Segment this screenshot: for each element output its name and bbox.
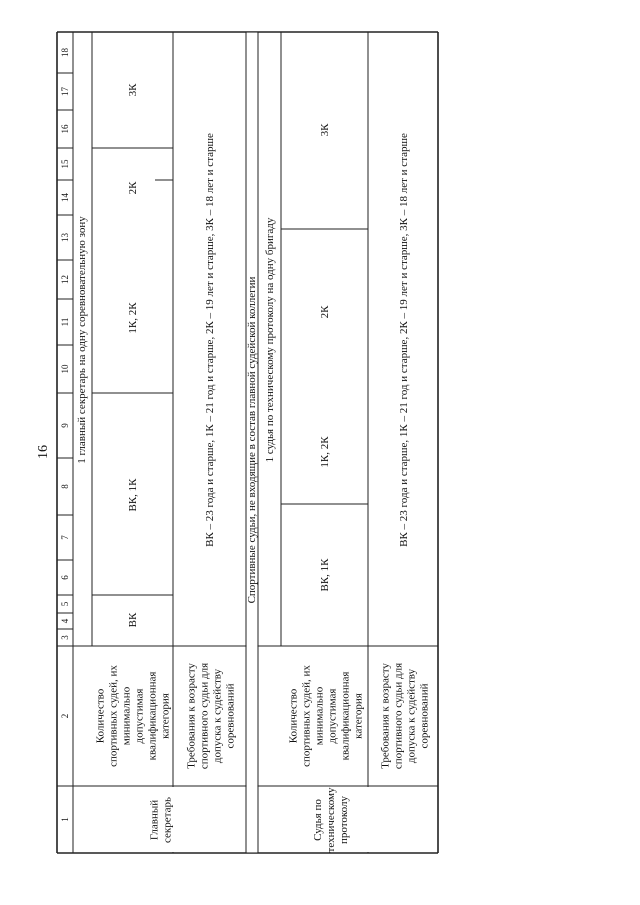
requirements-table	[57, 32, 438, 853]
col-number-15: 15	[60, 159, 70, 169]
category-3k-tech: 3К	[319, 123, 331, 137]
col-number-8: 8	[60, 484, 70, 489]
span-note-chief: 1 главный секретарь на одну соревновательную зону	[76, 216, 88, 464]
col-number-1: 1	[60, 817, 70, 822]
col-number-6: 6	[60, 575, 70, 580]
age-label-chief: Требования к возрастуспортивного судьи длядопуска к судействусоревнований	[185, 662, 237, 770]
col-number-4: 4	[60, 618, 70, 624]
col-number-10: 10	[60, 364, 70, 374]
qty-label-tech: Количествоспортивных судей, ихминимальнодопустимаяквалификационнаякатегория	[287, 665, 365, 767]
col-number-5: 5	[60, 601, 70, 607]
col-number-7: 7	[60, 535, 70, 540]
col-number-18: 18	[60, 48, 70, 57]
section-note: Спортивные судьи, не входящие в состав главной судейской коллегии	[246, 276, 258, 604]
age-value-tech: ВК – 23 года и старше, 1К – 21 год и старше, 2К – 19 лет и старше, 3К – 18 лет и старше	[398, 133, 410, 547]
age-label-tech: Требования к возрастуспортивного судьи длядопуска к судействусоревнований	[379, 662, 431, 770]
col-number-14: 14	[60, 193, 70, 202]
col-number-13: 13	[60, 233, 70, 242]
category-2k-tech: 2К	[319, 305, 331, 319]
category-2k: 2К	[127, 181, 139, 195]
category-1k-2k-tech: 1К, 2К	[319, 436, 331, 468]
col-number-12: 12	[60, 275, 70, 284]
page-number: 16	[36, 445, 51, 459]
col-number-16: 16	[60, 124, 70, 134]
col-number-9: 9	[60, 423, 70, 428]
category-vk-1k-tech: ВК, 1К	[319, 558, 331, 592]
col-number-11: 11	[60, 317, 70, 327]
position-tech-judge: Судья потехническомупротоколу	[311, 787, 350, 853]
col-number-17: 17	[60, 87, 70, 96]
category-1k-2k: 1К, 2К	[127, 302, 139, 334]
qty-label-chief: Количествоспортивных судей, ихминимальнодопустимаяквалификационнаякатегория	[94, 665, 172, 767]
age-value-chief: ВК – 23 года и старше, 1К – 21 год и старше, 2К – 19 лет и старше, 3К – 18 лет и старше	[204, 133, 216, 547]
merged-cell-mask	[367, 787, 369, 852]
col-number-3: 3	[60, 635, 70, 640]
category-vk: ВК	[127, 612, 139, 628]
span-note-tech: 1 судья по техническому протоколу на одну бригаду	[264, 217, 276, 463]
position-chief-secretary: Главныйсекретарь	[148, 797, 174, 843]
col-number-2: 2	[60, 713, 70, 719]
category-3k: 3К	[127, 83, 139, 97]
category-vk-1k: ВК, 1К	[127, 478, 139, 512]
